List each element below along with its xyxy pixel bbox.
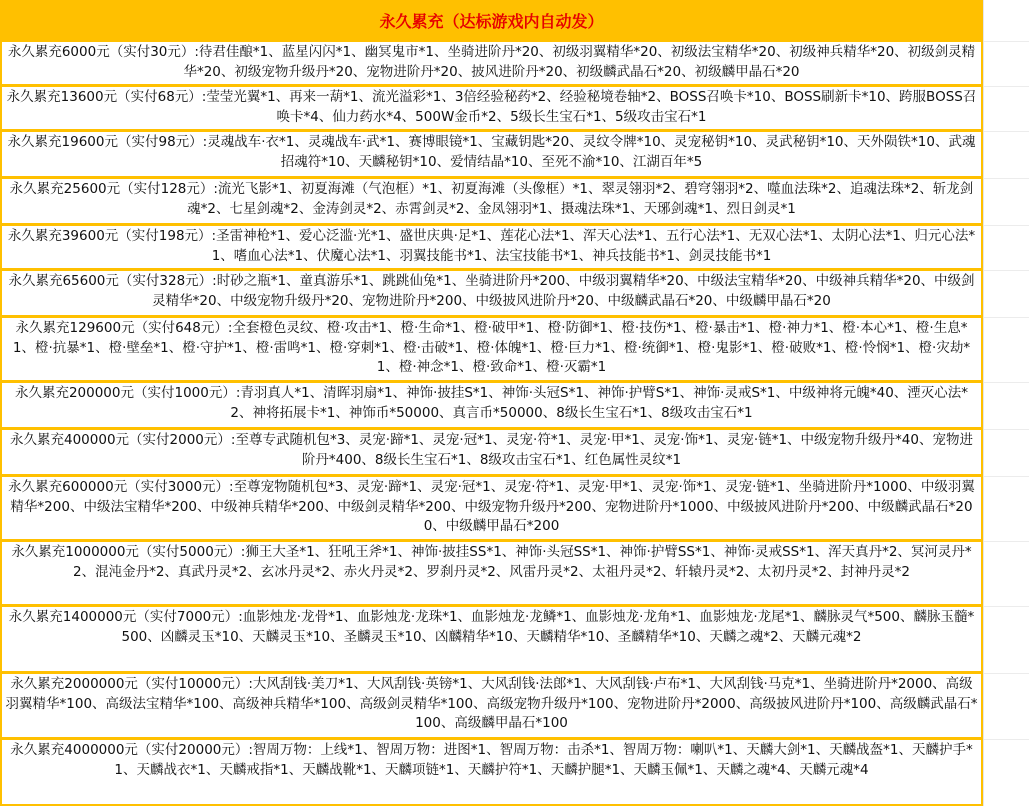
table-row: [0, 476, 983, 541]
row-text: 永久累充1000000元（实付5000元）:狮王大圣*1、狂吼王斧*1、神饰·披挂SS*1、神饰·头冠SS*1、神饰·护臂SS*1、神饰·灵戒SS*1、浑天真丹*2、冥河灵丹*2、混沌金丹*2、真武丹灵*2、玄冰丹灵*2、赤火丹灵*2、罗刹丹灵*2、风雷丹灵*2、太祖丹灵*2、轩辕丹灵*2、太初丹灵*2、封神丹灵*2: [11, 544, 972, 580]
table-row: [0, 270, 983, 317]
table-row: [0, 541, 983, 606]
table-row: [0, 673, 983, 739]
table-row: [0, 225, 983, 270]
sheet-gutter: [983, 0, 1029, 806]
row-text: 永久累充2000000元（实付10000元）:大风刮钱·美刀*1、大风刮钱·英镑*1、大风刮钱·法郎*1、大风刮钱·卢布*1、大风刮钱·马克*1、坐骑进阶丹*2000、高级羽翼精华*100、高级法宝精华*100、高级神兵精华*100、高级剑灵精华*100、高级宠物升级丹*100、宠物进阶丹*2000、高级披风进阶丹*100、高级麟武晶石*100、高级麟甲晶石*100: [5, 676, 978, 731]
table-row: [0, 739, 983, 806]
row-text: 永久累充129600元（实付648元）:全套橙色灵纹、橙·攻击*1、橙·生命*1、橙·破甲*1、橙·防御*1、橙·技伤*1、橙·暴击*1、橙·神力*1、橙·本心*1、橙·生息*1、橙·抗暴*1、橙·壁垒*1、橙·守护*1、橙·雷鸣*1、橙·穿刺*1、橙·击破*1、橙·体魄*1、橙·巨力*1、橙·统御*1、橙·鬼影*1、橙·破败*1、橙·怜悯*1、橙·灾劫*1、橙·神念*1、橙·致命*1、橙·灭霸*1: [12, 320, 971, 375]
table-title: 永久累充（达标游戏内自动发）: [0, 0, 983, 41]
row-text: 永久累充19600元（实付98元）:灵魂战车·衣*1、灵魂战车·武*1、赛博眼镜*1、宝藏钥匙*20、灵纹令牌*10、灵宠秘钥*10、灵武秘钥*10、天外陨铁*10、武魂招魂符*10、天麟秘钥*10、爱情结晶*10、至死不渝*10、江湖百年*5: [7, 134, 976, 170]
table-row: [0, 606, 983, 673]
table-row: [0, 429, 983, 476]
table-row: [0, 317, 983, 382]
table-row: [0, 41, 983, 86]
row-text: 永久累充200000元（实付1000元）:青羽真人*1、清晖羽扇*1、神饰·披挂S*1、神饰·头冠S*1、神饰·护臂S*1、神饰·灵戒S*1、中级神将元魄*40、湮灭心法*2、神将拓展卡*1、神饰币*50000、真言币*50000、8级长生宝石*1、8级攻击宝石*1: [14, 385, 969, 421]
row-text: 永久累充400000元（实付2000元）:至尊专武随机包*3、灵宠·蹄*1、灵宠·冠*1、灵宠·符*1、灵宠·甲*1、灵宠·饰*1、灵宠·链*1、中级宠物升级丹*40、宠物进阶丹*400、8级长生宝石*1、8级攻击宝石*1、红色属性灵纹*1: [10, 432, 973, 468]
row-text: 永久累充25600元（实付128元）:流光飞影*1、初夏海滩（气泡框）*1、初夏海滩（头像框）*1、翠灵翎羽*2、碧穹翎羽*2、噬血法珠*2、追魂法珠*2、斩龙剑魂*2、七星剑魂*2、金涛剑灵*2、赤霄剑灵*2、金凤翎羽*1、摄魂法珠*1、天琊剑魂*1、烈日剑灵*1: [9, 181, 974, 217]
row-text: 永久累充13600元（实付68元）:莹莹光翼*1、再来一葫*1、流光溢彩*1、3倍经验秘药*2、经验秘境卷轴*2、BOSS召唤卡*10、BOSS刷新卡*10、跨服BOSS召唤卡*4、仙力药水*4、500W金币*2、5级长生宝石*1、5级攻击宝石*1: [6, 89, 977, 125]
row-text: 永久累充1400000元（实付7000元）:血影烛龙·龙骨*1、血影烛龙·龙珠*1、血影烛龙·龙鳞*1、血影烛龙·龙角*1、血影烛龙·龙尾*1、麟脉灵气*500、麟脉玉髓*500、凶麟灵玉*10、天麟灵玉*10、圣麟灵玉*10、凶麟精华*10、天麟精华*10、圣麟精华*10、天麟之魂*2、天麟元魂*2: [8, 609, 975, 645]
row-text: 永久累充65600元（实付328元）:时砂之瓶*1、童真游乐*1、跳跳仙兔*1、坐骑进阶丹*200、中级羽翼精华*20、中级法宝精华*20、中级神兵精华*20、中级剑灵精华*20、中级宠物升级丹*20、宠物进阶丹*200、中级披风进阶丹*20、中级麟武晶石*20、中级麟甲晶石*20: [8, 273, 975, 309]
table-row: [0, 131, 983, 178]
table-row: [0, 86, 983, 131]
row-text: 永久累充600000元（实付3000元）:至尊宠物随机包*3、灵宠·蹄*1、灵宠·冠*1、灵宠·符*1、灵宠·甲*1、灵宠·饰*1、灵宠·链*1、坐骑进阶丹*1000、中级羽翼精华*200、中级法宝精华*200、中级神兵精华*200、中级剑灵精华*200、中级宠物升级丹*200、宠物进阶丹*1000、中级披风进阶丹*200、中级麟武晶石*200、中级麟甲晶石*200: [8, 479, 975, 534]
table-row: [0, 382, 983, 429]
row-text: 永久累充4000000元（实付20000元）:智周万物：上线*1、智周万物：进图*1、智周万物：击杀*1、智周万物：喇叭*1、天麟大剑*1、天麟战盔*1、天麟护手*1、天麟战衣*1、天麟戒指*1、天麟战靴*1、天麟项链*1、天麟护符*1、天麟护腿*1、天麟玉佩*1、天麟之魂*4、天麟元魂*4: [10, 742, 973, 778]
row-text: 永久累充6000元（实付30元）:待君佳酿*1、蓝星闪闪*1、幽冥鬼市*1、坐骑进阶丹*20、初级羽翼精华*20、初级法宝精华*20、初级神兵精华*20、初级剑灵精华*20、初级宠物升级丹*20、宠物进阶丹*20、披风进阶丹*20、初级麟武晶石*20、初级麟甲晶石*20: [7, 44, 976, 80]
table-row: [0, 178, 983, 225]
row-text: 永久累充39600元（实付198元）:圣雷神枪*1、爱心泛滥·光*1、盛世庆典·足*1、莲花心法*1、浑天心法*1、五行心法*1、无双心法*1、太阴心法*1、归元心法*1、嗜血心法*1、伏魔心法*1、羽翼技能书*1、法宝技能书*1、神兵技能书*1、剑灵技能书*1: [7, 228, 976, 264]
